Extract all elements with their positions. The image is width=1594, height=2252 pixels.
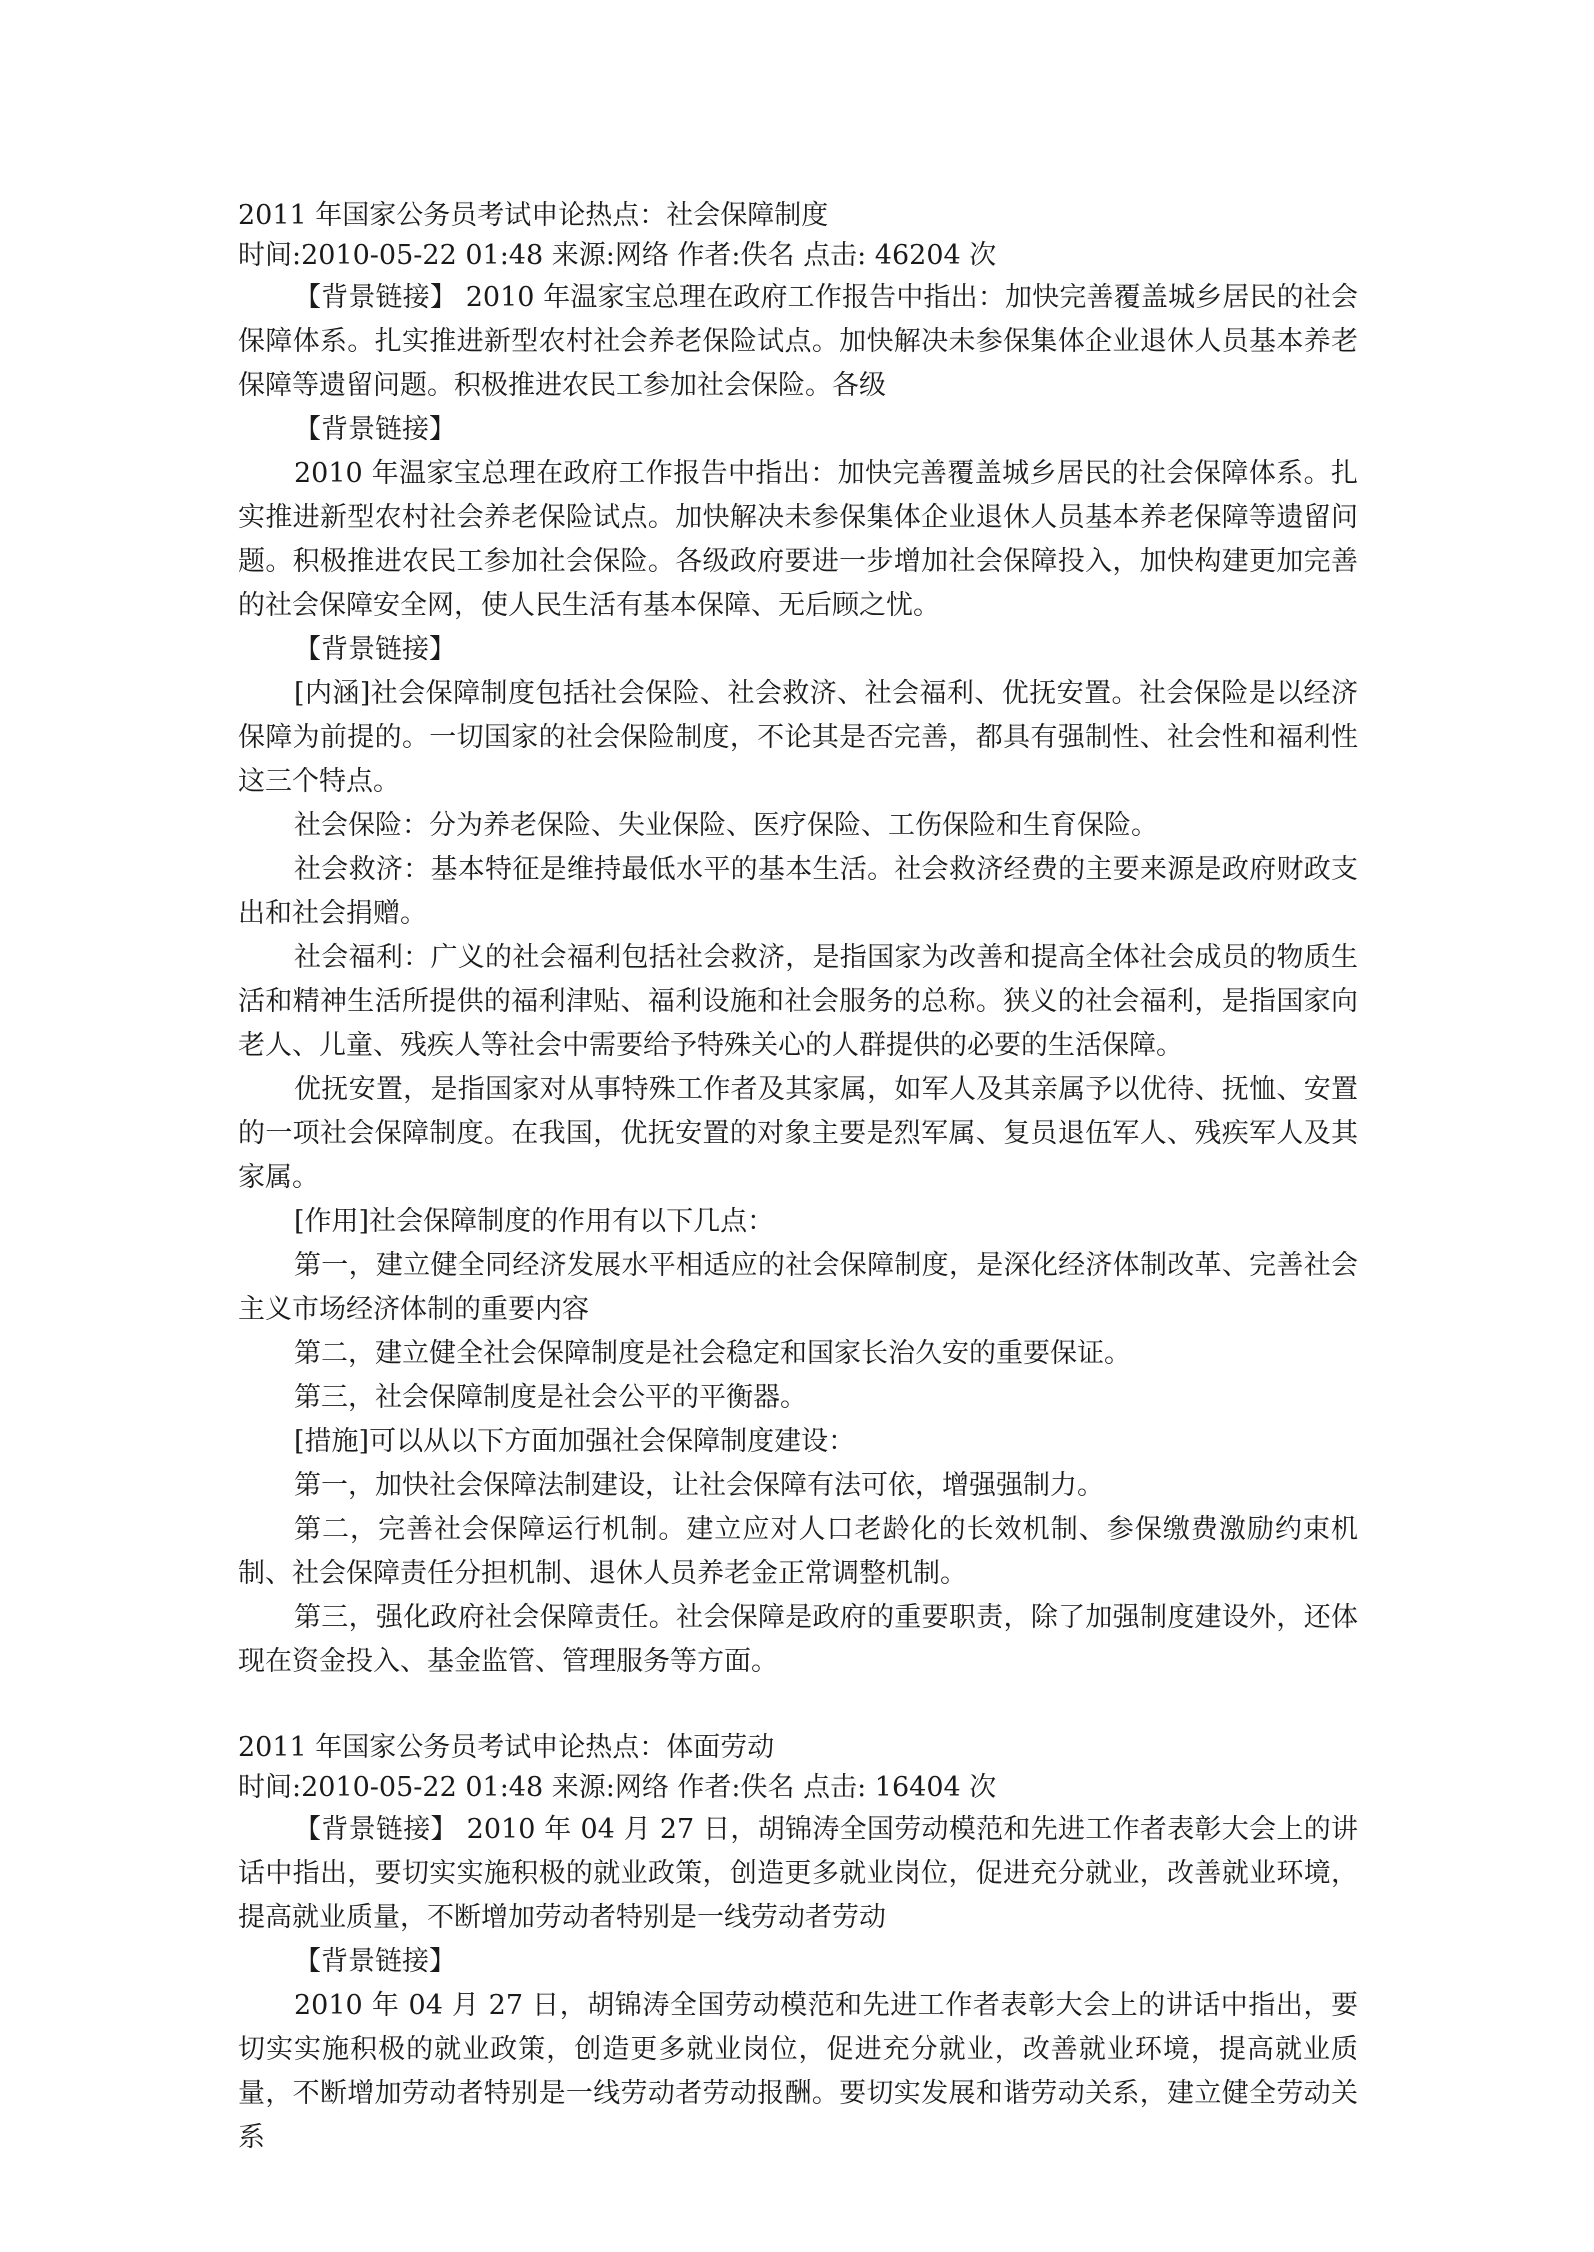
paragraph: 【背景链接】 bbox=[294, 1946, 456, 1977]
document-content bbox=[238, 196, 1358, 2160]
paragraph: 【背景链接】 2010 年 04 月 27 日，胡锦涛全国劳动模范和先进工作者表彰大会上的讲话中指出，要切实实施积极的就业政策，创造更多就业岗位，促进充分就业，改善就业环境，提高就业质量，不断增加劳动者特别是一线劳动者劳动 bbox=[238, 1814, 1358, 1933]
paragraph: 社会救济：基本特征是维持最低水平的基本生活。社会救济经费的主要来源是政府财政支出和社会捐赠。 bbox=[238, 854, 1358, 929]
paragraph: 第二，建立健全社会保障制度是社会稳定和国家长治久安的重要保证。 bbox=[294, 1338, 1131, 1369]
paragraph: [措施]可以从以下方面加强社会保障制度建设： bbox=[294, 1426, 856, 1457]
paragraph: 2010 年温家宝总理在政府工作报告中指出：加快完善覆盖城乡居民的社会保障体系。扎实推进新型农村社会养老保险试点。加快解决未参保集体企业退休人员基本养老保障等遗留问题。积极推进农民工参加社会保险。各级政府要进一步增加社会保障投入，加快构建更加完善的社会保障安全网，使人民生活有基本保障、无后顾之忧。 bbox=[238, 458, 1358, 621]
paragraph: 【背景链接】 bbox=[294, 634, 456, 665]
paragraph: 社会福利：广义的社会福利包括社会救济，是指国家为改善和提高全体社会成员的物质生活和精神生活所提供的福利津贴、福利设施和社会服务的总称。狭义的社会福利，是指国家向老人、儿童、残疾人等社会中需要给予特殊关心的人群提供的必要的生活保障。 bbox=[238, 942, 1358, 1061]
article-separator bbox=[238, 1684, 1358, 1728]
paragraph: 第一，加快社会保障法制建设，让社会保障有法可依，增强强制力。 bbox=[294, 1470, 1104, 1501]
paragraph: 优抚安置，是指国家对从事特殊工作者及其家属，如军人及其亲属予以优待、抚恤、安置的一项社会保障制度。在我国，优抚安置的对象主要是烈军属、复员退伍军人、残疾军人及其家属。 bbox=[238, 1074, 1358, 1193]
article-title: 2011 年国家公务员考试申论热点：体面劳动 bbox=[238, 1732, 775, 1763]
paragraph: 2010 年 04 月 27 日，胡锦涛全国劳动模范和先进工作者表彰大会上的讲话中指出，要切实实施积极的就业政策，创造更多就业岗位，促进充分就业，改善就业环境，提高就业质量，不断增加劳动者特别是一线劳动者劳动报酬。要切实发展和谐劳动关系，建立健全劳动关系 bbox=[238, 1990, 1358, 2153]
article-social-security bbox=[238, 196, 1358, 1684]
paragraph: 第三，社会保障制度是社会公平的平衡器。 bbox=[294, 1382, 807, 1413]
paragraph: 【背景链接】 2010 年温家宝总理在政府工作报告中指出：加快完善覆盖城乡居民的社会保障体系。扎实推进新型农村社会养老保险试点。加快解决未参保集体企业退休人员基本养老保障等遗留问题。积极推进农民工参加社会保险。各级 bbox=[238, 282, 1358, 401]
paragraph: 第二，完善社会保障运行机制。建立应对人口老龄化的长效机制、参保缴费激励约束机制、社会保障责任分担机制、退休人员养老金正常调整机制。 bbox=[238, 1514, 1358, 1589]
article-decent-work bbox=[238, 1728, 1358, 2160]
paragraph: 社会保险：分为养老保险、失业保险、医疗保险、工伤保险和生育保险。 bbox=[294, 810, 1158, 841]
paragraph: [作用]社会保障制度的作用有以下几点： bbox=[294, 1206, 775, 1237]
article-meta: 时间:2010-05-22 01:48 来源:网络 作者:佚名 点击: 16404 次 bbox=[238, 1772, 997, 1803]
article-title: 2011 年国家公务员考试申论热点：社会保障制度 bbox=[238, 200, 829, 231]
paragraph: 第三，强化政府社会保障责任。社会保障是政府的重要职责，除了加强制度建设外，还体现在资金投入、基金监管、管理服务等方面。 bbox=[238, 1602, 1358, 1677]
article-meta: 时间:2010-05-22 01:48 来源:网络 作者:佚名 点击: 46204 次 bbox=[238, 240, 997, 271]
paragraph: [内涵]社会保障制度包括社会保险、社会救济、社会福利、优抚安置。社会保险是以经济保障为前提的。一切国家的社会保险制度，不论其是否完善，都具有强制性、社会性和福利性这三个特点。 bbox=[238, 678, 1358, 797]
paragraph: 【背景链接】 bbox=[294, 414, 456, 445]
paragraph: 第一，建立健全同经济发展水平相适应的社会保障制度，是深化经济体制改革、完善社会主义市场经济体制的重要内容 bbox=[238, 1250, 1358, 1325]
